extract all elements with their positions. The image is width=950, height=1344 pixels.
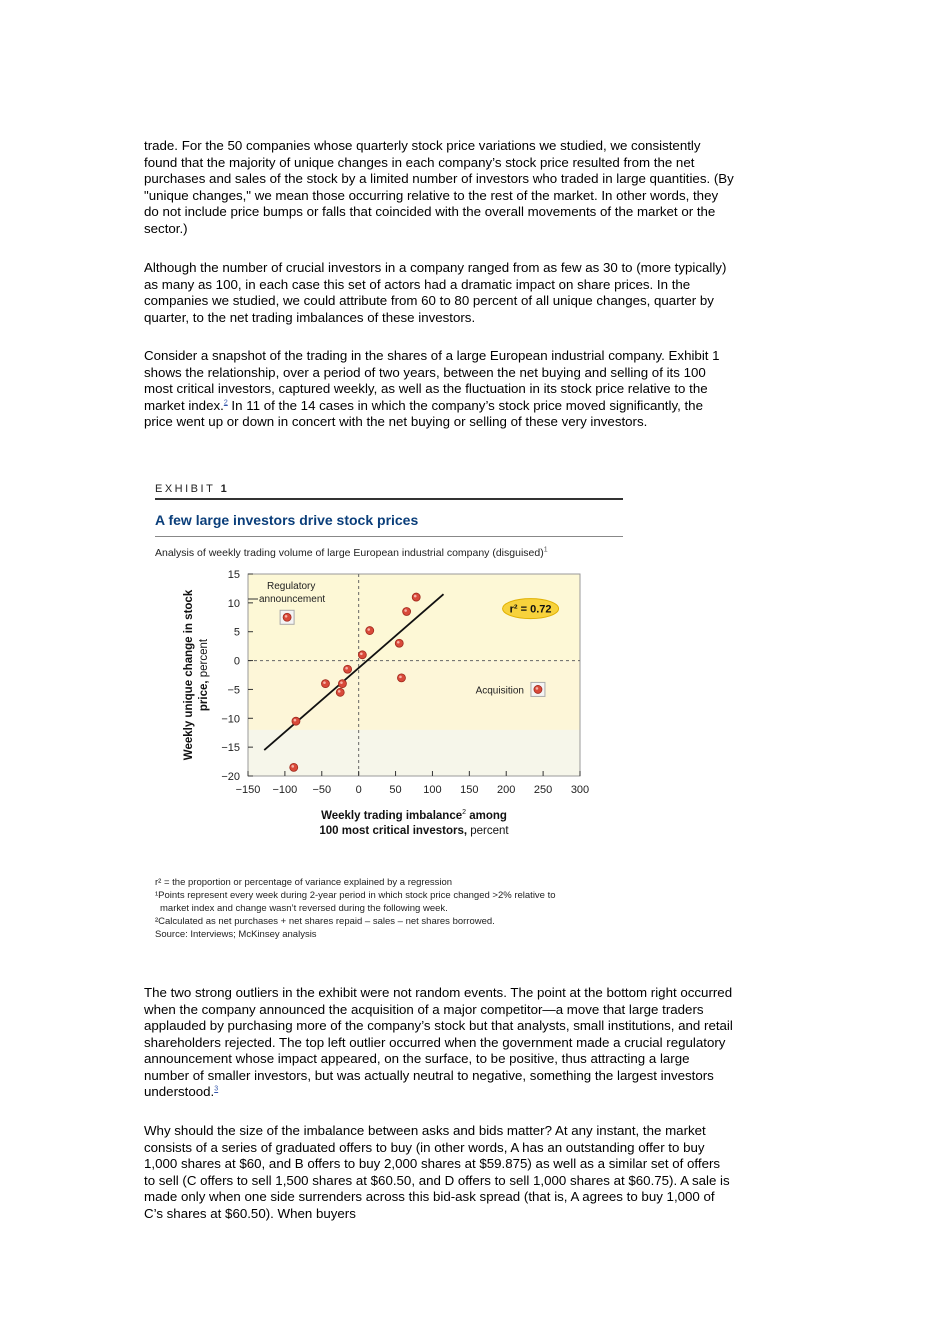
- data-point-highlight: [414, 595, 417, 598]
- y-tick-label: −5: [227, 684, 240, 697]
- footnote-1-cont: market index and change wasn’t reversed during the following week.: [160, 903, 448, 914]
- data-point: [412, 593, 420, 601]
- data-point: [358, 651, 366, 659]
- paragraph-2: Although the number of crucial investors in a company ranged from as few as 30 to (more typically) as many as 100, in each case this set of actors had a dramatic impact on share prices. In the companies we studied, we could attribute from 60 to 80 percent of all unique changes, quarter by quarter, to the net trading imbalances of these investors.: [144, 260, 727, 325]
- data-point: [336, 688, 344, 696]
- paragraph-4-text: The two strong outliers in the exhibit were not random events. The point at the bottom right occurred when the company announced the acquisition of a major competitor—a move that large traders applauded by purchasing more of the company’s stock but that analysts, small institutions, and retail shareholders rejected. The top left outlier occurred when the government made a crucial regulatory announcement whose impact appeared, on the surface, to be positive, thus attracting a large number of smaller investors, but was actually neutral to negative, something the largest investors understood.: [144, 985, 733, 1099]
- exhibit-1: [155, 480, 625, 950]
- data-point-highlight: [399, 676, 402, 679]
- footnote-link-3[interactable]: 3: [214, 1085, 219, 1093]
- x-tick-label: 0: [355, 784, 362, 796]
- data-point: [344, 665, 352, 673]
- footnote-2: ²Calculated as net purchases + net shares repaid – sales – net shares borrowed.: [155, 916, 495, 927]
- footnote-r2: r² = the proportion or percentage of variance explained by a regression: [155, 877, 453, 888]
- x-tick-label: 200: [497, 784, 516, 796]
- exhibit-title: A few large investors drive stock prices: [155, 512, 419, 528]
- y-axis-label-line1: Weekly unique change in stock: [183, 589, 195, 761]
- y-tick-label: 0: [233, 655, 240, 668]
- y-tick-label: −20: [221, 771, 240, 783]
- y-tick-label: −10: [221, 713, 240, 726]
- x-tick-label: 150: [460, 784, 479, 796]
- data-point-highlight: [338, 690, 341, 693]
- footnote-1: ¹Points represent every week during 2-year period in which stock price changed >2% relative to: [155, 890, 556, 901]
- exhibit-label: EXHIBIT 1: [155, 483, 227, 495]
- y-tick-label: −15: [221, 742, 240, 755]
- exhibit-title-rule: [155, 536, 623, 537]
- data-point: [403, 608, 411, 616]
- paragraph-3-text-a: Consider a snapshot of the trading in the shares of a large European industrial company. Exhibit 1 shows the relationship, over a period of two years, between the net buying and selling of its 100 most critical investors, captured weekly, as well as the fluctuation in its stock price relative to the market index.: [144, 348, 720, 413]
- data-point-highlight: [294, 719, 297, 722]
- y-tick-label: 5: [233, 626, 240, 639]
- paragraph-4: [144, 985, 734, 1101]
- footnote-source: Source: Interviews; McKinsey analysis: [155, 929, 317, 940]
- exhibit-footnotes: [155, 876, 556, 941]
- x-axis-label-line2: 100 most critical investors, percent: [319, 825, 509, 837]
- r2-label: r² = 0.72: [509, 603, 552, 616]
- data-point: [397, 674, 405, 682]
- paragraph-3-text-b: In 11 of the 14 cases in which the company’s stock price moved significantly, the price went up or down in concert with the net buying or selling of these very investors.: [144, 397, 703, 429]
- paragraph-3: [144, 348, 734, 431]
- exhibit-top-rule: [155, 498, 623, 500]
- data-point: [338, 680, 346, 688]
- data-point-highlight: [345, 667, 348, 670]
- paragraph-5: Why should the size of the imbalance between asks and bids matter? At any instant, the market consists of a series of graduated offers to buy (in other words, A has an outstanding offer to buy 1,000 shares at $60, and B offers to buy 2,000 shares at $59.875) as well as a similar set of offers to sell (C offers to sell 1,500 shares at $60.50, and D offers to sell 1,000 shares at $60.75). A sale is made only when one side surrenders across this bid-ask spread (that is, A agrees to buy 1,000 of C’s shares at $60.50). When buyers: [144, 1123, 730, 1221]
- data-point-highlight: [360, 653, 363, 656]
- x-tick-label: 250: [533, 784, 553, 796]
- y-tick-label: 15: [227, 569, 240, 581]
- outlier-point-highlight: [536, 687, 539, 690]
- data-point-highlight: [291, 765, 294, 768]
- outlier-point: [534, 685, 542, 693]
- scatter-chart: [155, 562, 625, 882]
- data-point: [321, 680, 329, 688]
- x-tick-label: 300: [570, 784, 590, 796]
- data-point: [292, 717, 300, 725]
- label-acquisition: Acquisition: [475, 685, 524, 697]
- x-axis-label-line1: Weekly trading imbalance$^2$ among: [321, 809, 507, 822]
- data-point: [366, 627, 374, 635]
- data-point: [395, 639, 403, 647]
- outlier-point-highlight: [285, 615, 288, 618]
- x-tick-label: −150: [235, 784, 261, 796]
- data-point-highlight: [340, 681, 343, 684]
- data-point-highlight: [404, 609, 407, 612]
- data-point-highlight: [367, 628, 370, 631]
- label-announcement: announcement: [259, 594, 326, 605]
- exhibit-subtitle: Analysis of weekly trading volume of large European industrial company (disguised)$^1$: [155, 546, 548, 559]
- x-tick-label: −50: [312, 784, 332, 796]
- outlier-point: [283, 613, 291, 621]
- y-axis-label-line2: price, percent: [198, 638, 210, 712]
- label-regulatory: Regulatory: [267, 581, 316, 592]
- x-tick-label: −100: [272, 784, 298, 796]
- data-point-highlight: [323, 681, 326, 684]
- footnote-link-2[interactable]: 2: [223, 399, 228, 407]
- paragraph-1: trade. For the 50 companies whose quarterly stock price variations we studied, we consistently found that the majority of unique changes in each company’s stock price resulted from the net purchases and sales of the stock by a limited number of investors who traded in large quantities. (By "unique changes," we mean those occurring relative to the rest of the market. In other words, they do not include price bumps or falls that coincided with the overall movements of the market or the sector.): [144, 138, 734, 236]
- data-point-highlight: [397, 641, 400, 644]
- x-tick-label: 100: [423, 784, 442, 796]
- data-point: [290, 763, 298, 771]
- x-tick-label: 50: [389, 784, 402, 796]
- y-tick-label: 10: [227, 597, 240, 610]
